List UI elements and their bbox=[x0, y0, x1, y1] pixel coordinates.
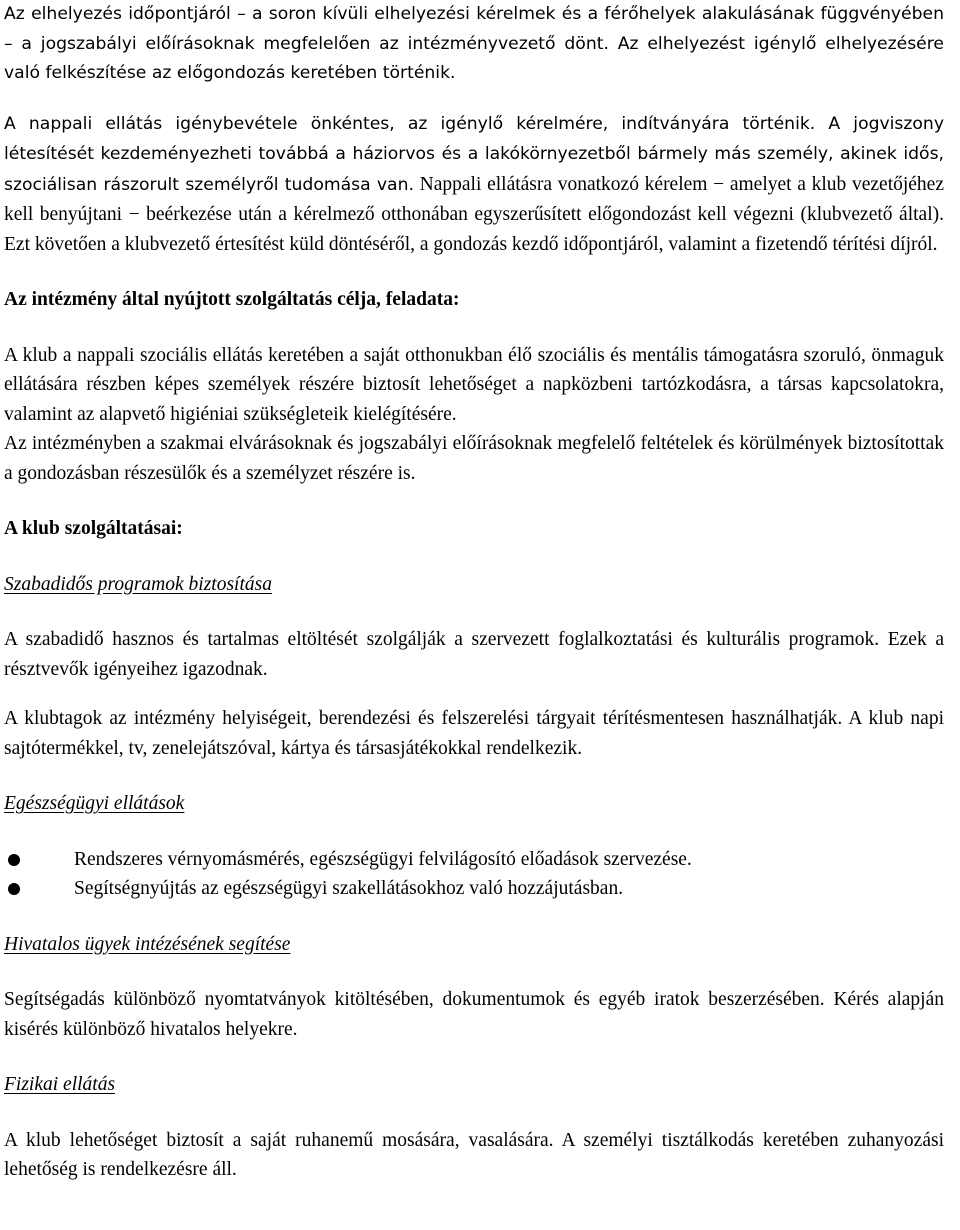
admission-text-serif: Nappali ellátásra vonatkozó kérelem − amelyet a klub vezetőjéhez kell benyújtani − beérkezése után a kérelmező otthonában egyszerűsített előgondozást kell végezni (klubvezető által). Ezt követően a klubvezető értesítést küld döntéséről, a gondozás kezdő időpontjáról, valamint a fizetendő térítési díjról. bbox=[4, 173, 944, 255]
paragraph-placement-decision: Az elhelyezés időpontjáról – a soron kívüli elhelyezési kérelmek és a férőhelyek alakulásának függvényében – a jogszabályi előírásoknak megfelelően az intézményvezető dönt. Az elhelyezést igénylő elhelyezésére való felkészítése az előgondozás keretében történik. bbox=[4, 4, 944, 83]
subheading-official-matters: Hivatalos ügyek intézésének segítése bbox=[4, 933, 291, 955]
heading-club-services: A klub szolgáltatásai: bbox=[4, 518, 183, 539]
paragraph-goal-2: Az intézményben a szakmai elvárásoknak és jogszabályi előírásoknak megfelelő feltételek és körülmények biztosítottak a gondozásban részesülők és a személyzet részére is. bbox=[4, 433, 944, 484]
paragraph-leisure-2: A klubtagok az intézmény helyiségeit, berendezési és felszerelési tárgyait térítésmentesen használhatják. A klub napi sajtótermékkel, tv, zenelejátszóval, kártya és társasjátékokkal rendelkezik. bbox=[4, 708, 944, 759]
subheading-leisure: Szabadidős programok biztosítása bbox=[4, 573, 272, 595]
list-item bbox=[4, 874, 944, 904]
bullet-icon bbox=[8, 854, 20, 866]
subheading-physical-care: Fizikai ellátás bbox=[4, 1074, 116, 1095]
paragraph-physical: A klub lehetőséget biztosít a saját ruhanemű mosására, vasalására. A személyi tisztálkodás keretében zuhanyozási lehetőség is rendelkezésre áll. bbox=[4, 1129, 944, 1180]
list-item-text: Segítségnyújtás az egészségügyi szakellátásokhoz való hozzájutásban. bbox=[74, 878, 624, 899]
paragraph-official: Segítségadás különböző nyomtatványok kitöltésében, dokumentumok és egyéb iratok beszerzésében. Kérés alapján kisérés különböző hivatalos helyekre. bbox=[4, 989, 944, 1040]
paragraph-admission bbox=[4, 109, 944, 260]
admission-text-sans: A nappali ellátás igénybevétele önkéntes, az igénylő kérelmére, indítványára történik. A jogviszony létesítését kezdeményezheti továbbá a háziorvos és a lakókörnyezetből bármely más személy, akinek idős, szociálisan rászorult személyről tudomása van. bbox=[4, 113, 944, 195]
paragraph-goal-1: A klub a nappali szociális ellátás keretében a saját otthonukban élő szociális és mentális támogatásra szoruló, önmaguk ellátására részben képes személyek részére biztosít lehetőséget a napközbeni tartózkodásra, a társas kapcsolatokra, valamint az alapvető higiéniai szükségleteik kielégítésére. bbox=[4, 344, 944, 425]
bullet-icon bbox=[8, 883, 20, 895]
list-item-text: Rendszeres vérnyomásmérés, egészségügyi felvilágosító előadások szervezése. bbox=[74, 848, 692, 870]
subheading-health: Egészségügyi ellátások bbox=[4, 793, 185, 814]
heading-service-goal: Az intézmény által nyújtott szolgáltatás célja, feladata: bbox=[4, 289, 460, 310]
health-list bbox=[4, 845, 944, 904]
paragraph-leisure-1: A szabadidő hasznos és tartalmas eltöltését szolgálják a szervezett foglalkoztatási és kulturális programok. Ezek a résztvevők igényeihez igazodnak. bbox=[4, 629, 944, 680]
list-item bbox=[4, 845, 944, 875]
